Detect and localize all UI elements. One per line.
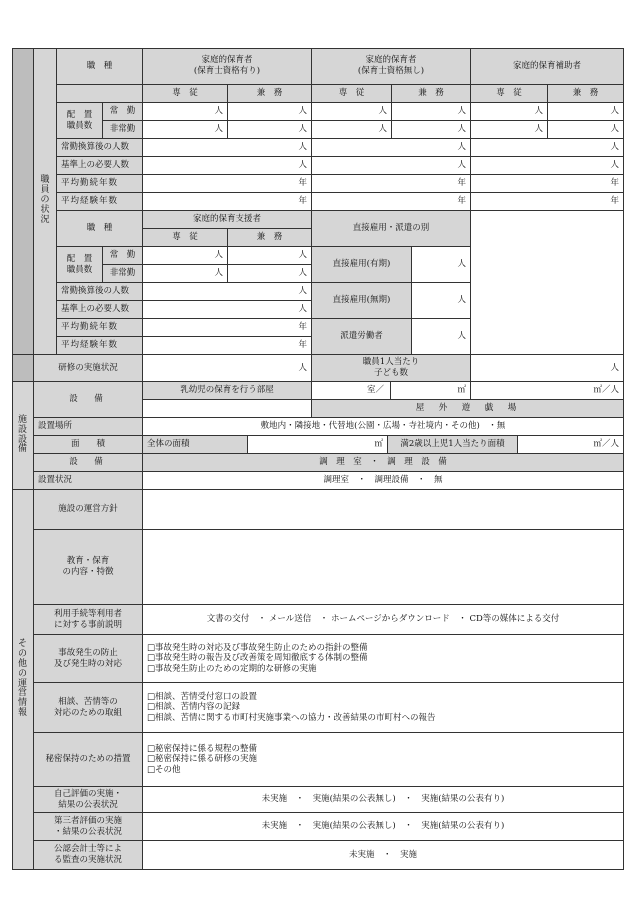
row-label-fte: 常勤換算後の人数 (57, 139, 143, 157)
cell-a-fte[interactable]: 人 (471, 139, 624, 157)
col-header-employment: 直接雇用・派遣の別 (312, 211, 471, 247)
kitchen-header: 調 理 室 ・ 調 理 設 備 (143, 454, 624, 472)
cell-u-cc-full[interactable]: 人 (392, 103, 471, 121)
sub-header-concurrent-2: 兼 務 (392, 85, 471, 103)
third-eval-label: 第三者評価の実施 ・結果の公表状況 (34, 813, 143, 841)
complaint-label: 相談、苦情等の 対応のための取組 (34, 683, 143, 733)
sub-header-fulltime-4: 専 従 (143, 229, 228, 247)
status-options[interactable]: 調理室 ・ 調理設備 ・ 無 (143, 472, 624, 490)
room-count-cell[interactable]: 室／ (312, 382, 391, 400)
equipment2-label: 設 備 (34, 454, 143, 472)
col-header-qualified: 家庭的保育者 (保育士資格有り) (143, 48, 312, 85)
section-label-facility (12, 382, 34, 490)
cell-s-fte[interactable]: 人 (143, 283, 312, 301)
education-label: 教育・保育 の内容・特徴 (34, 530, 143, 605)
room-area-cell[interactable]: ㎡ (391, 382, 471, 400)
training-label: 研修の実施状況 (34, 355, 143, 382)
cell-employment-fixed[interactable]: 人 (412, 247, 471, 283)
per-staff-value[interactable]: 人 (471, 355, 624, 382)
cell-s-experience[interactable]: 年 (143, 337, 312, 355)
section-left-strip (12, 48, 34, 355)
accident-label: 事故発生の防止 及び発生時の対応 (34, 635, 143, 683)
sub-header-concurrent-1: 兼 務 (228, 85, 312, 103)
col-header-supporter: 家庭的保育支援者 (143, 211, 312, 229)
over2-area-label: 満2歳以上児1人当たり面積 (388, 436, 518, 454)
col-label-occupation: 職 種 (57, 48, 143, 85)
row-label-parttime: 非常勤 (103, 121, 143, 139)
total-area-label: 全体の面積 (143, 436, 248, 454)
cell-q-ft-full[interactable]: 人 (143, 103, 228, 121)
prior-options[interactable]: 文書の交付 ・ メール送信 ・ ホームページからダウンロード ・ CD等の媒体による交付 (143, 605, 624, 635)
cell-u-fte[interactable]: 人 (312, 139, 471, 157)
cell-u-required[interactable]: 人 (312, 157, 471, 175)
room-area-per-person[interactable]: ㎡／人 (471, 382, 624, 400)
cell-s-required[interactable]: 人 (143, 301, 312, 319)
sub-header-fulltime-1: 専 従 (143, 85, 228, 103)
cell-s-ft-full[interactable]: 人 (143, 247, 228, 265)
over2-area-value[interactable]: ㎡／人 (518, 436, 624, 454)
col-header-assistant: 家庭的保育補助者 (471, 48, 624, 85)
audit-label: 公認会計士等によ る監査の実施状況 (34, 841, 143, 870)
cell-q-service[interactable]: 年 (143, 175, 312, 193)
cell-a-ft-part[interactable]: 人 (471, 121, 548, 139)
row-label-avg-experience: 平均経験年数 (57, 193, 143, 211)
employment-row-indefinite: 直接雇用(無期) (312, 283, 412, 319)
cell-s-cc-part[interactable]: 人 (228, 265, 312, 283)
self-eval-options[interactable]: 未実施 ・ 実施(結果の公表無し) ・ 実施(結果の公表有り) (143, 787, 624, 813)
area-label: 面 積 (34, 436, 143, 454)
cell-q-cc-part[interactable]: 人 (228, 121, 312, 139)
policy-label: 施設の運営方針 (34, 490, 143, 530)
cell-a-cc-full[interactable]: 人 (548, 103, 624, 121)
cell-q-required[interactable]: 人 (143, 157, 312, 175)
row-label-required-2: 基準上の必要人数 (57, 301, 143, 319)
col-label-blank (57, 85, 143, 103)
operation-info-form (12, 48, 624, 870)
equipment-label: 設 備 (34, 382, 143, 418)
self-eval-label: 自己評価の実施・ 結果の公表状況 (34, 787, 143, 813)
per-staff-label: 職員1人当たり 子ども数 (312, 355, 471, 382)
row-label-required: 基準上の必要人数 (57, 157, 143, 175)
status-label: 設置状況 (34, 472, 143, 490)
row-label-placement: 配 置 職員数 (57, 103, 103, 139)
employment-row-fixed: 直接雇用(有期) (312, 247, 412, 283)
row-label-avg-experience-2: 平均経験年数 (57, 337, 143, 355)
training-left-strip (12, 355, 34, 382)
care-room-label: 乳幼児の保育を行う部屋 (143, 382, 312, 400)
row-label-fte-2: 常勤換算後の人数 (57, 283, 143, 301)
col-header-unqualified: 家庭的保育者 (保育士資格無し) (312, 48, 471, 85)
cell-s-ft-part[interactable]: 人 (143, 265, 228, 283)
location-options[interactable]: 敷地内・隣接地・代替地(公園・広場・寺社境内・その他) ・無 (143, 418, 624, 436)
prior-label: 利用手続等利用者 に対する事前説明 (34, 605, 143, 635)
cell-a-experience[interactable]: 年 (471, 193, 624, 211)
cell-q-fte[interactable]: 人 (143, 139, 312, 157)
sub-header-fulltime-2: 専 従 (312, 85, 392, 103)
playground-header: 屋 外 遊 戯 場 (312, 400, 624, 418)
complaint-checklist[interactable]: □相談、苦情受付窓口の設置 □相談、苦情内容の記録 □相談、苦情に関する市町村実施事業への協力・改善結果の市町村への報告 (143, 683, 624, 733)
cell-q-cc-full[interactable]: 人 (228, 103, 312, 121)
cell-a-required[interactable]: 人 (471, 157, 624, 175)
cell-employment-indefinite[interactable]: 人 (412, 283, 471, 319)
blank-area-right (471, 211, 624, 355)
audit-options[interactable]: 未実施 ・ 実施 (143, 841, 624, 870)
row-label-fulltime: 常 勤 (103, 103, 143, 121)
total-area-value[interactable]: ㎡ (248, 436, 388, 454)
cell-a-cc-part[interactable]: 人 (548, 121, 624, 139)
privacy-label: 秘密保持のための措置 (34, 733, 143, 787)
section-facility-text: 施 設 設 備 (17, 414, 27, 455)
sub-header-concurrent-3: 兼 務 (548, 85, 624, 103)
training-value[interactable]: 人 (143, 355, 312, 382)
cell-s-service[interactable]: 年 (143, 319, 312, 337)
section-staff-text: 職 員 の 状 況 (40, 175, 50, 225)
cell-employment-dispatched[interactable]: 人 (412, 319, 471, 355)
privacy-checklist[interactable]: □秘密保持に係る規程の整備 □秘密保持に係る研修の実施 □その他 (143, 733, 624, 787)
cell-a-ft-full[interactable]: 人 (471, 103, 548, 121)
cell-u-service[interactable]: 年 (312, 175, 471, 193)
row-label-placement-2: 配 置 職員数 (57, 247, 103, 283)
education-field[interactable] (143, 530, 624, 605)
row-label-parttime-2: 非常勤 (103, 265, 143, 283)
cell-s-cc-full[interactable]: 人 (228, 247, 312, 265)
accident-checklist[interactable]: □事故発生時の対応及び事故発生防止のための指針の整備 □事故発生時の報告及び改善策を周知徹底する体制の整備 □事故発生防止のための定期的な研修の実施 (143, 635, 624, 683)
care-room-left-blank (143, 400, 312, 418)
cell-q-ft-part[interactable]: 人 (143, 121, 228, 139)
cell-u-cc-part[interactable]: 人 (392, 121, 471, 139)
section-label-staff (34, 48, 57, 355)
sub-header-fulltime-3: 専 従 (471, 85, 548, 103)
cell-u-experience[interactable]: 年 (312, 193, 471, 211)
location-label: 設置場所 (34, 418, 143, 436)
row-label-avg-service-2: 平均勤続年数 (57, 319, 143, 337)
cell-u-ft-full[interactable]: 人 (312, 103, 392, 121)
third-eval-options[interactable]: 未実施 ・ 実施(結果の公表無し) ・ 実施(結果の公表有り) (143, 813, 624, 841)
col-label-occupation-2: 職 種 (57, 211, 143, 247)
row-label-fulltime-2: 常 勤 (103, 247, 143, 265)
cell-q-experience[interactable]: 年 (143, 193, 312, 211)
policy-field[interactable] (143, 490, 624, 530)
cell-a-service[interactable]: 年 (471, 175, 624, 193)
section-other-text: そ の 他 の 運 営 情 報 (17, 638, 27, 719)
employment-row-dispatched: 派遣労働者 (312, 319, 412, 355)
sub-header-concurrent-4: 兼 務 (228, 229, 312, 247)
cell-u-ft-part[interactable]: 人 (312, 121, 392, 139)
row-label-avg-service: 平均勤続年数 (57, 175, 143, 193)
section-label-other (12, 490, 34, 870)
